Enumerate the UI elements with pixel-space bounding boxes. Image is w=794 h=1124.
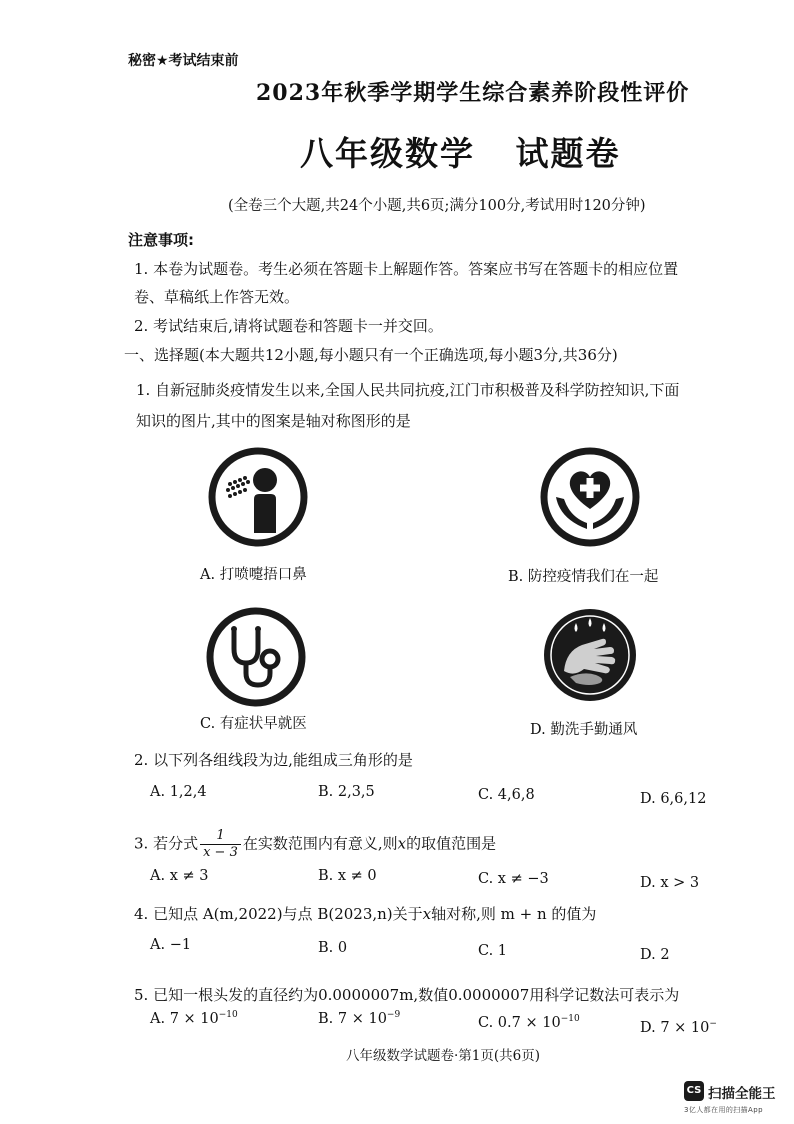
section-heading: 一、选择题(本大题共12小题,每小题只有一个正确选项,每小题3分,共36分) [124,346,618,364]
notes-item-1: 1. 本卷为试题卷。考生必须在答题卡上解题作答。答案应书写在答题卡的相应位置 [134,260,679,278]
secret-label: 秘密★考试结束前 [128,53,239,69]
scanner-watermark [684,1081,788,1117]
q3-stem-var: x [397,834,407,853]
question-1-stem: 1. 自新冠肺炎疫情发生以来,全国人民共同抗疫,江门市积极普及科学防控知识,下面 [136,381,680,399]
q1-option-d: D. 勤洗手勤通风 [530,722,638,738]
q3-stem-pre: 3. 若分式 [134,834,199,853]
q5-option-d-base: D. 7 × 10 [640,1019,710,1036]
q3-option-a: A. x ≠ 3 [150,868,209,884]
q5-option-c [478,1014,580,1031]
q5-option-d [640,1019,717,1036]
q2-option-b: B. 2,3,5 [318,784,375,800]
q1-option-c: C. 有症状早就医 [200,716,307,732]
heart-hands-icon [540,447,640,547]
page-footer: 八年级数学试题卷·第1页(共6页) [346,1048,541,1064]
q5-option-a-base: A. 7 × 10 [150,1010,219,1027]
scanner-logo-icon: CS [684,1081,704,1101]
q4-stem-post: 轴对称,则 m + n 的值为 [431,905,597,923]
q3-option-c: C. x ≠ −3 [478,871,549,887]
q3-fraction-denominator: x − 3 [203,845,238,860]
q4-option-a: A. −1 [150,937,192,953]
question-4-stem [134,903,596,924]
q4-stem-pre: 4. 已知点 A(m,2022)与点 B(2023,n)关于 [134,905,423,923]
scanner-app-name: 扫描全能王 [708,1086,776,1102]
sneeze-icon [208,447,308,547]
q4-option-d: D. 2 [640,947,670,963]
q2-option-a: A. 1,2,4 [150,784,207,800]
q5-option-a [150,1010,238,1027]
q3-stem-post: 的取值范围是 [406,834,497,853]
notes-item-2: 2. 考试结束后,请将试题卷和答题卡一并交回。 [134,317,443,335]
q3-option-b: B. x ≠ 0 [318,868,377,884]
q5-option-b [318,1010,400,1027]
q3-option-d: D. x > 3 [640,875,700,891]
q5-option-c-base: C. 0.7 × 10 [478,1014,561,1031]
q3-stem-mid: 在实数范围内有意义,则 [242,834,398,853]
question-2-stem: 2. 以下列各组线段为边,能组成三角形的是 [134,751,413,769]
q3-fraction-numerator: 1 [200,828,241,845]
q2-option-d: D. 6,6,12 [640,791,707,807]
question-3-stem [134,828,496,861]
q1-option-b: B. 防控疫情我们在一起 [508,569,659,585]
question-5-stem: 5. 已知一根头发的直径约为0.0000007m,数值0.0000007用科学记数法可表示为 [134,986,680,1004]
q4-option-c: C. 1 [478,943,508,959]
exam-subtitle: 八年级数学 试题卷 [300,134,621,173]
q4-option-b: B. 0 [318,940,348,956]
question-1-stem-cont: 知识的图片,其中的图案是轴对称图形的是 [136,412,411,430]
exam-title: 2023年秋季学期学生综合素养阶段性评价 [256,80,690,106]
q5-option-c-exp: −10 [560,1014,580,1024]
scanner-tagline: 3亿人都在用的扫描App [684,1106,763,1114]
notes-item-1-cont: 卷、草稿纸上作答无效。 [134,288,300,306]
q2-option-c: C. 4,6,8 [478,787,535,803]
q3-fraction [200,828,241,861]
exam-info: (全卷三个大题,共24个小题,共6页;满分100分,考试用时120分钟) [228,198,646,214]
q5-option-b-exp: −9 [386,1010,401,1020]
q5-option-b-base: B. 7 × 10 [318,1010,387,1027]
q5-option-a-exp: −10 [218,1010,238,1020]
notes-heading: 注意事项: [128,231,194,249]
stethoscope-icon [206,607,306,707]
q1-option-a: A. 打喷嚏捂口鼻 [200,567,307,583]
hand-wash-icon [540,605,640,705]
q5-option-d-exp: − [709,1019,717,1029]
q4-stem-var: x [422,905,432,923]
